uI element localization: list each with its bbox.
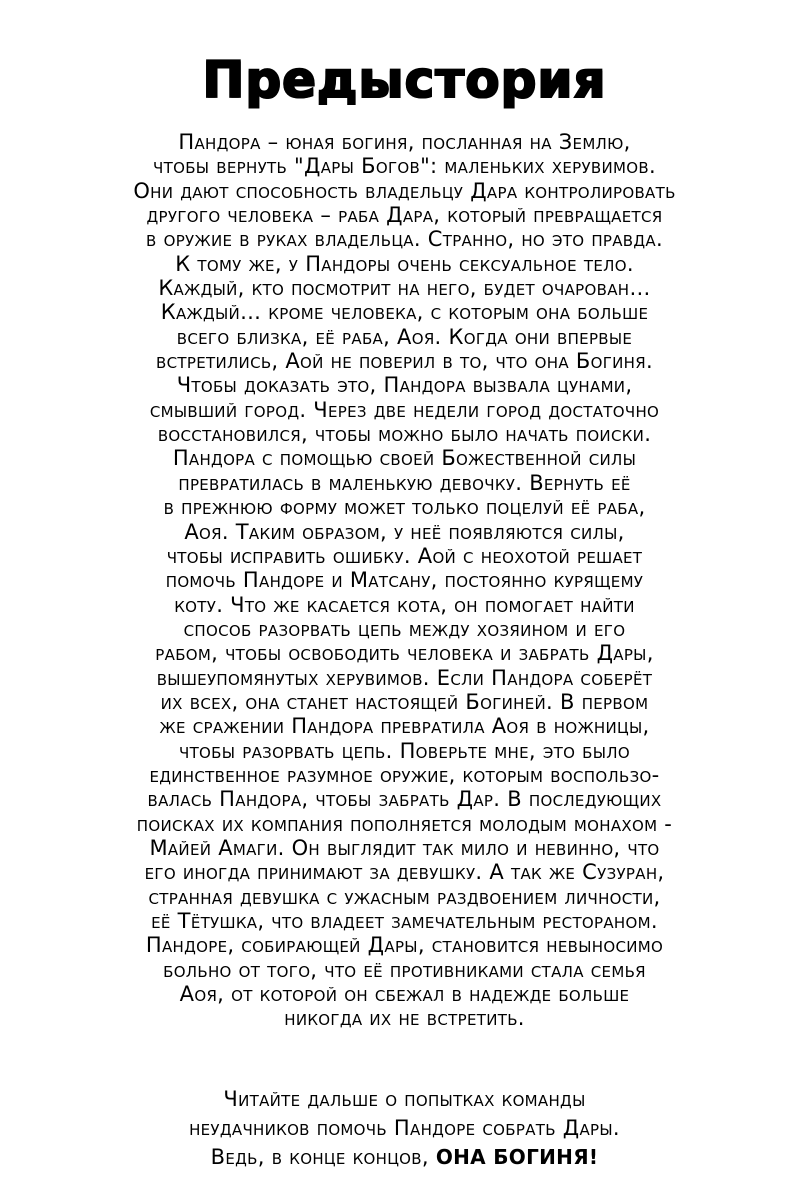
text-line: в прежнюю форму может только поцелуй её раба, [163,495,646,520]
page-title: Предыстория [202,51,607,109]
text-line: Чтобы доказать это, Пандора вызвала цунами, [176,373,633,398]
final-line-prefix: Ведь, в конце концов, [210,1145,436,1169]
text-line: смывший город. Через две недели город достаточно [149,397,660,422]
text-line: способ разорвать цепь между хозяином и его [183,616,626,641]
text-line: валась Пандора, чтобы забрать Дар. В последующих [147,787,662,812]
text-line: его иногда принимают за девушку. А так же Сузуран, [144,860,665,885]
text-line: поисках их компания пополняется молодым монахом - [136,811,673,836]
text-line: коту. Что же касается кота, он помогает найти [174,592,635,617]
text-line: в оружие в руках владельца. Странно, но это правда. [146,227,663,252]
text-line: К тому же, у Пандоры очень сексуальное тело. [175,251,634,276]
closing-paragraph [40,1085,769,1172]
text-line: всего близка, её раба, Аоя. Когда они впервые [176,324,633,349]
text-line: же сражении Пандора превратила Аоя в ножницы, [159,714,650,739]
text-line: Аоя. Таким образом, у неё появляются силы, [184,519,625,544]
closing-line: неудачников помочь Пандоре собрать Дары. [189,1116,620,1140]
text-line: встретились, Аой не поверил в то, что она Богиня. [156,349,653,374]
text-line: Аоя, от которой он сбежал в надежде больше [179,982,630,1007]
text-line: восстановился, чтобы можно было начать поиски. [157,422,652,447]
closing-line: Читайте дальше о попытках команды [223,1087,586,1111]
text-line: помочь Пандоре и Матсану, постоянно курящему [165,568,644,593]
text-line: другого человека – раба Дара, который превращается [146,203,663,228]
text-line: чтобы исправить ошибку. Аой с неохотой решает [166,543,643,568]
synopsis-paragraph [40,130,769,1031]
text-line: их всех, она станет настоящей Богиней. В первом [160,689,649,714]
text-line: Пандора с помощью своей Божественной силы [172,446,637,471]
text-line: Пандоре, собирающей Дары, становится невыносимо [145,933,664,958]
text-line: Они дают способность владельцу Дара контролировать [133,178,676,203]
final-line [40,1143,769,1172]
text-line: странная девушка с ужасным раздвоением личности, [148,884,661,909]
text-line: чтобы вернуть "Дары Богов": маленьких херувимов. [153,154,656,179]
final-line-emphasis: ОНА БОГИНЯ! [435,1145,599,1169]
text-line: чтобы разорвать цепь. Поверьте мне, это было [179,738,630,763]
text-line: никогда их не встретить. [284,1006,525,1031]
text-line: Каждый… кроме человека, с которым она больше [160,300,649,325]
text-line: превратилась в маленькую девочку. Вернуть её [178,470,631,495]
text-line: рабом, чтобы освободить человека и забрать Дары, [155,641,654,666]
text-line: Пандора – юная богиня, посланная на Землю, [178,130,631,154]
text-line: Каждый, кто посмотрит на него, будет очарован… [158,276,651,301]
text-line: вышеупомянутых херувимов. Если Пандора соберёт [156,665,653,690]
text-line: Майей Амаги. Он выглядит так мило и невинно, что [149,835,660,860]
text-line: её Тётушка, что владеет замечательным рестораном. [151,909,658,933]
text-line: больно от того, что её противниками стала семья [163,957,646,982]
text-line: единственное разумное оружие, которым воспользо- [149,762,660,787]
